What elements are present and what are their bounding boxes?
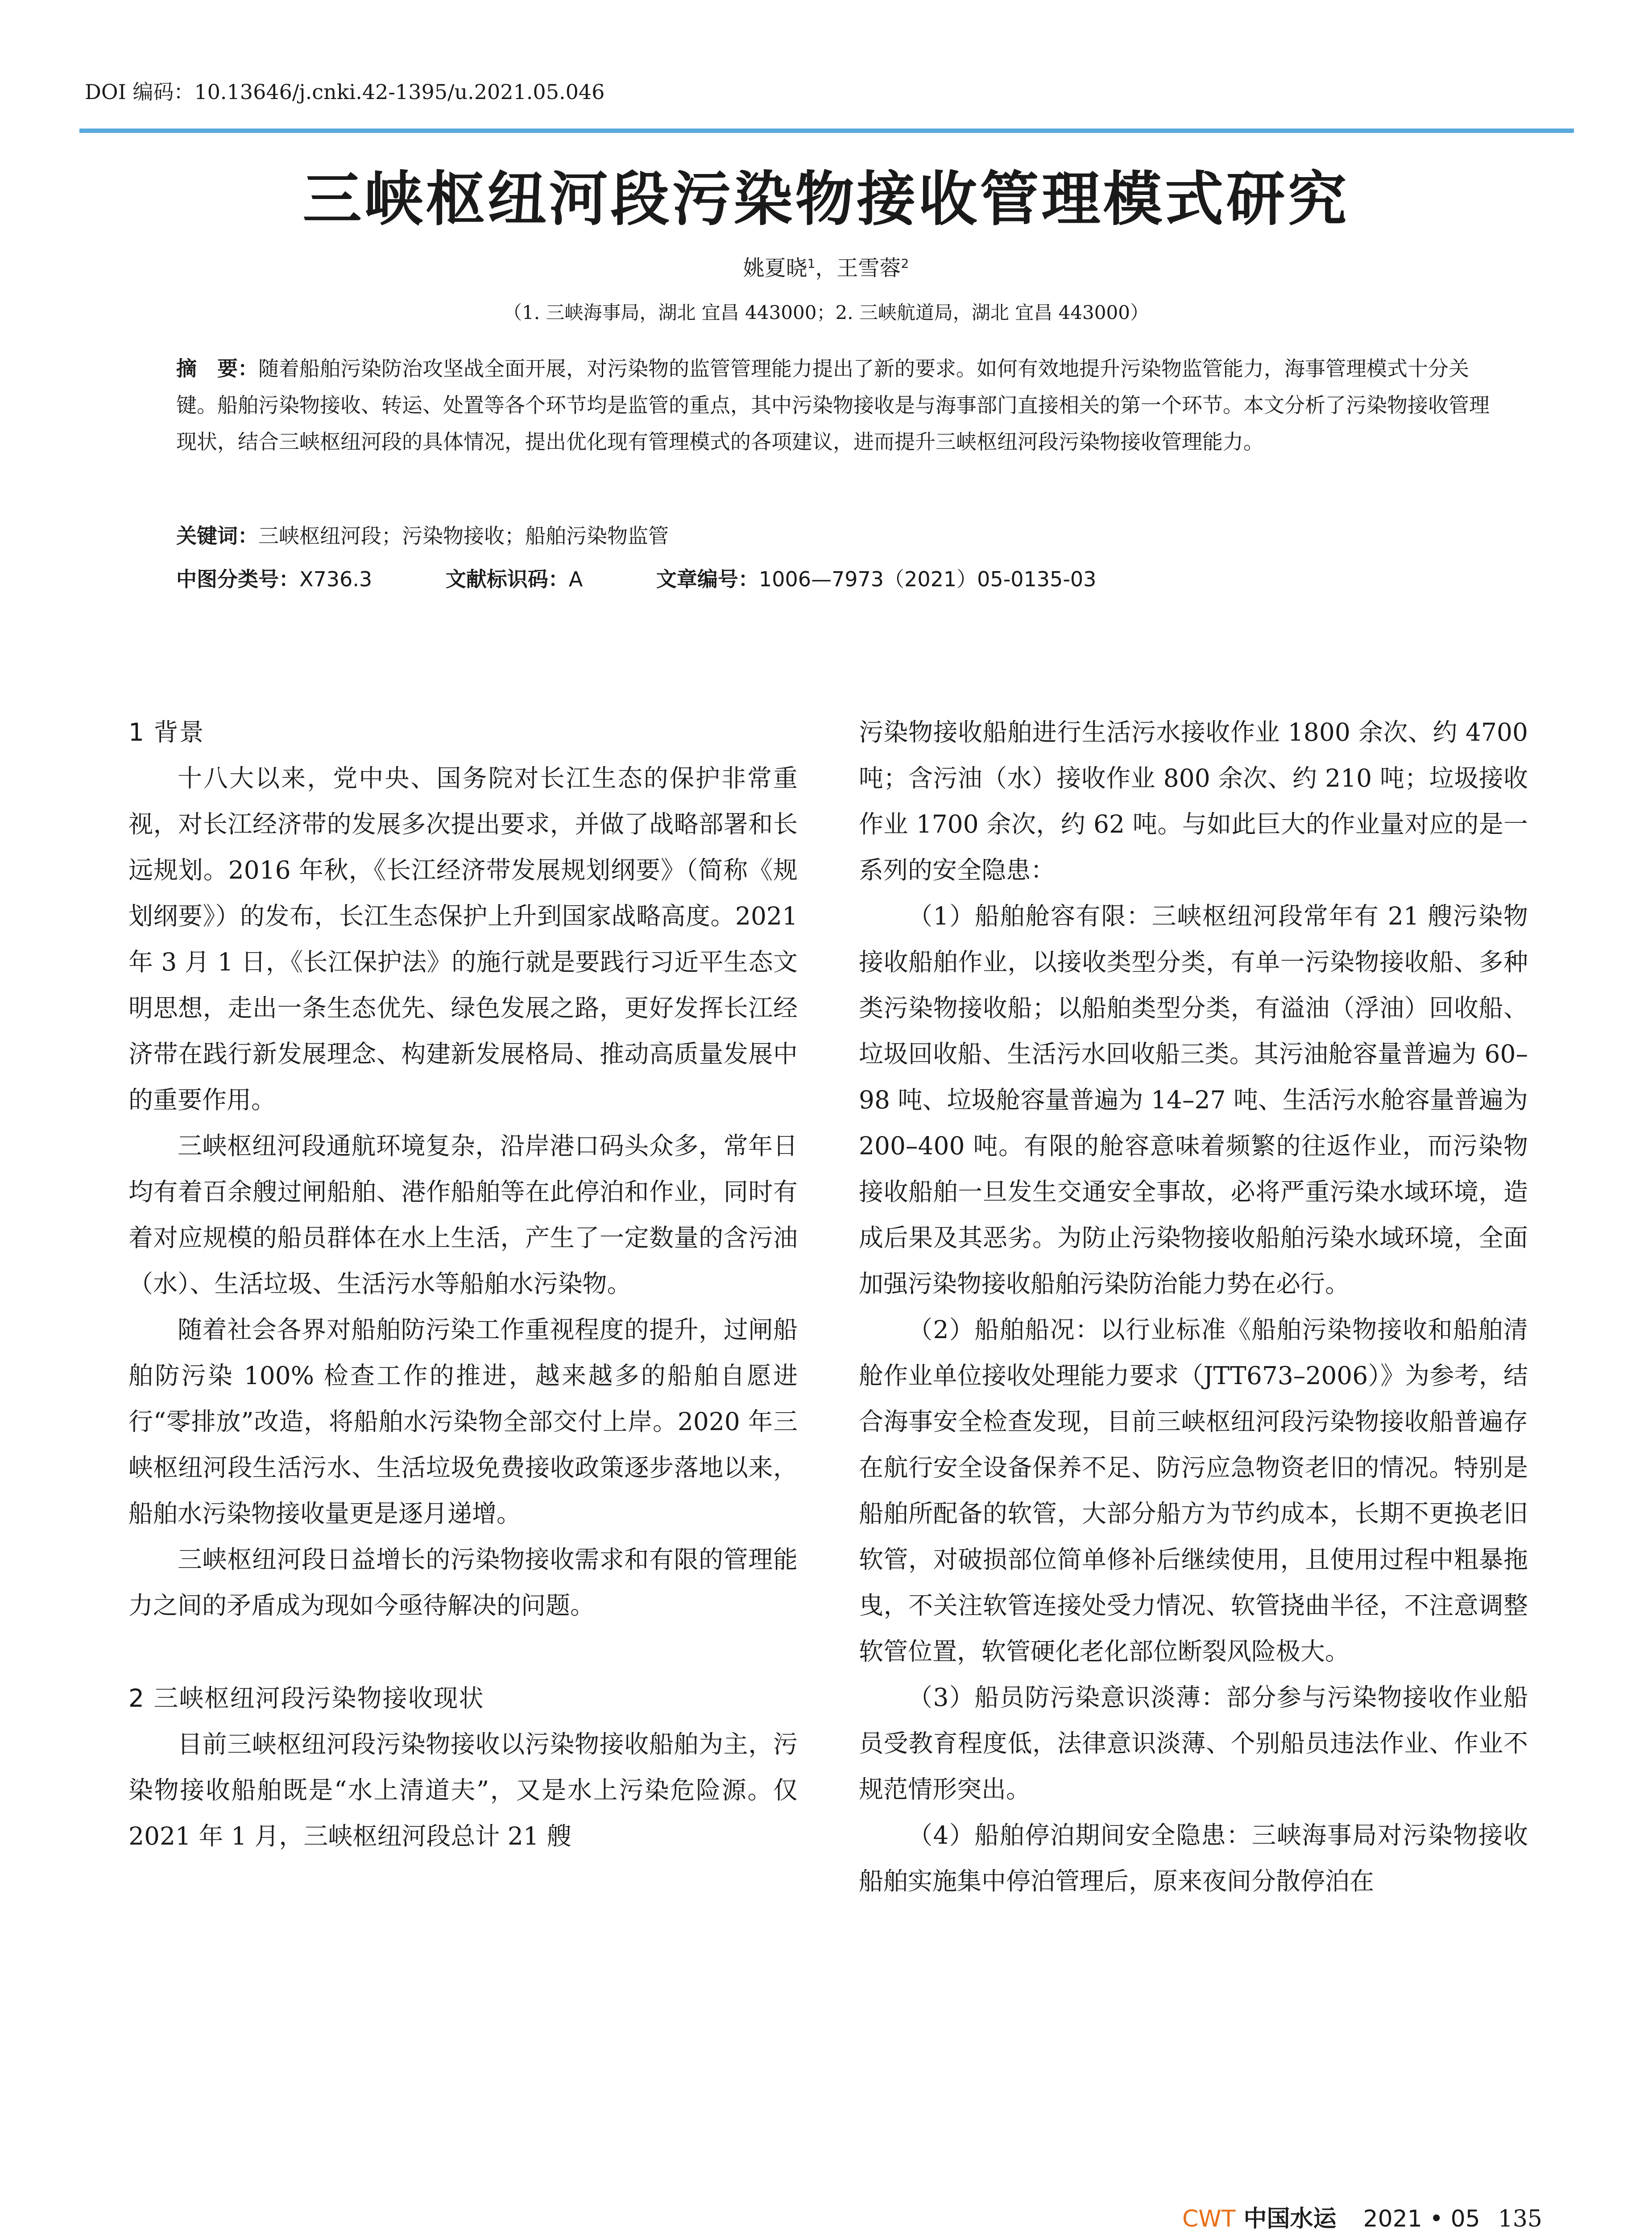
paragraph: 三峡枢纽河段通航环境复杂，沿岸港口码头众多，常年日均有着百余艘过闸船舶、港作船舶等在此停泊和作业，同时有着对应规模的船员群体在水上生活，产生了一定数量的含污油（水）、生活垃圾、生活污水等船舶水污染物。 [128,1132,798,1298]
paragraph: （4）船舶停泊期间安全隐患：三峡海事局对污染物接收船舶实施集中停泊管理后，原来夜间分散停泊在 [859,1821,1528,1895]
document-code: 文献标识码：A [445,567,583,591]
section-heading: 1 背景 [128,718,205,746]
left-column [128,709,798,1859]
abstract-text: 随着船舶污染防治攻坚战全面开展，对污染物的监管管理能力提出了新的要求。如何有效地提升污染物监管能力，海事管理模式十分关键。船舶污染物接收、转运、处置等各个环节均是监管的重点，其中污染物接收是与海事部门直接相关的第一个环节。本文分析了污染物接收管理现状，结合三峡枢纽河段的具体情况，提出优化现有管理模式的各项建议，进而提升三峡枢纽河段污染物接收管理能力。 [176,357,1490,454]
keywords-label: 关键词： [176,524,258,548]
section-heading: 2 三峡枢纽河段污染物接收现状 [128,1684,484,1713]
paragraph: （3）船员防污染意识淡薄：部分参与污染物接收作业船员受教育程度低，法律意识淡薄、个别船员违法作业、作业不规范情形突出。 [859,1683,1528,1804]
paragraph: 目前三峡枢纽河段污染物接收以污染物接收船舶为主，污染物接收船舶既是“水上清道夫”，又是水上污染危险源。仅 2021 年 1 月，三峡枢纽河段总计 21 艘 [128,1730,798,1850]
paragraph: 随着社会各界对船舶防污染工作重视程度的提升，过闸船舶防污染 100% 检查工作的推进，越来越多的船舶自愿进行“零排放”改造，将船舶水污染物全部交付上岸。2020 年三峡枢纽河段生活污水、生活垃圾免费接收政策逐步落地以来，船舶水污染物接收量更是逐月递增。 [128,1315,798,1528]
paragraph: （2）船舶船况：以行业标准《船舶污染物接收和船舶清舱作业单位接收处理能力要求（JTT673–2006）》为参考，结合海事安全检查发现，目前三峡枢纽河段污染物接收船普遍存在航行安全设备保养不足、防污应急物资老旧的情况。特别是船舶所配备的软管，大部分船方为节约成本，长期不更换老旧软管，对破损部位简单修补后继续使用，且使用过程中粗暴拖曳，不关注软管连接处受力情况、软管挠曲半径，不注意调整软管位置，软管硬化老化部位断裂风险极大。 [859,1315,1528,1666]
author-line [0,251,1652,282]
doi-code: DOI 编码：10.13646/j.cnki.42-1395/u.2021.05.046 [85,80,605,104]
abstract [176,350,1492,460]
magazine-logo: CWT [1182,2206,1236,2231]
article-title: 三峡枢纽河段污染物接收管理模式研究 [302,165,1350,234]
author-affil-mark: 1 [807,256,816,271]
clc-number: 中图分类号：X736.3 [176,567,373,591]
classification-line [176,563,1163,593]
page-number: 135 [1498,2206,1543,2231]
paragraph: 三峡枢纽河段日益增长的污染物接收需求和有限的管理能力之间的矛盾成为现如今亟待解决的问题。 [128,1545,798,1620]
keywords-text: 三峡枢纽河段；污染物接收；船舶污染物监管 [258,524,669,548]
paragraph: 污染物接收船舶进行生活污水接收作业 1800 余次、约 4700 吨；含污油（水）接收作业 800 余次、约 210 吨；垃圾接收作业 1700 余次，约 62 吨。与如此巨大的作业量对应的是一系列的安全隐患： [859,718,1528,884]
affiliations: （1. 三峡海事局，湖北 宜昌 443000；2. 三峡航道局，湖北 宜昌 443000） [503,302,1149,323]
page-footer [1182,2200,1542,2231]
keywords [176,520,669,549]
header-divider [79,129,1574,133]
article-number: 文章编号：1006—7973（2021）05-0135-03 [656,567,1097,591]
author-name: 姚夏晓 [743,256,807,281]
author-affil-mark: 2 [901,256,909,271]
paragraph: （1）船舶舱容有限：三峡枢纽河段常年有 21 艘污染物接收船舶作业，以接收类型分类，有单一污染物接收船、多种类污染物接收船；以船舶类型分类，有溢油（浮油）回收船、垃圾回收船、生活污水回收船三类。其污油舱容量普遍为 60–98 吨、垃圾舱容量普遍为 14–27 吨、生活污水舱容量普遍为 200–400 吨。有限的舱容意味着频繁的往返作业，而污染物接收船舶一旦发生交通安全事故，必将严重污染水域环境，造成后果及其恶劣。为防止污染物接收船舶污染水域环境，全面加强污染物接收船舶污染防治能力势在必行。 [859,902,1528,1298]
right-column [859,709,1528,1904]
author-separator: ， [815,256,837,281]
paragraph: 十八大以来，党中央、国务院对长江生态的保护非常重视，对长江经济带的发展多次提出要求，并做了战略部署和长远规划。2016 年秋，《长江经济带发展规划纲要》（简称《规划纲要》）的发布，长江生态保护上升到国家战略高度。2021 年 3 月 1 日，《长江保护法》的施行就是要践行习近平生态文明思想，走出一条生态优先、绿色发展之路，更好发挥长江经济带在践行新发展理念、构建新发展格局、推动高质量发展中的重要作用。 [128,764,798,1114]
magazine-name: 中国水运 [1243,2205,1337,2231]
author-name: 王雪蓉 [836,256,901,281]
abstract-label: 摘 要： [176,357,258,381]
issue-number: 2021 • 05 [1363,2206,1480,2231]
